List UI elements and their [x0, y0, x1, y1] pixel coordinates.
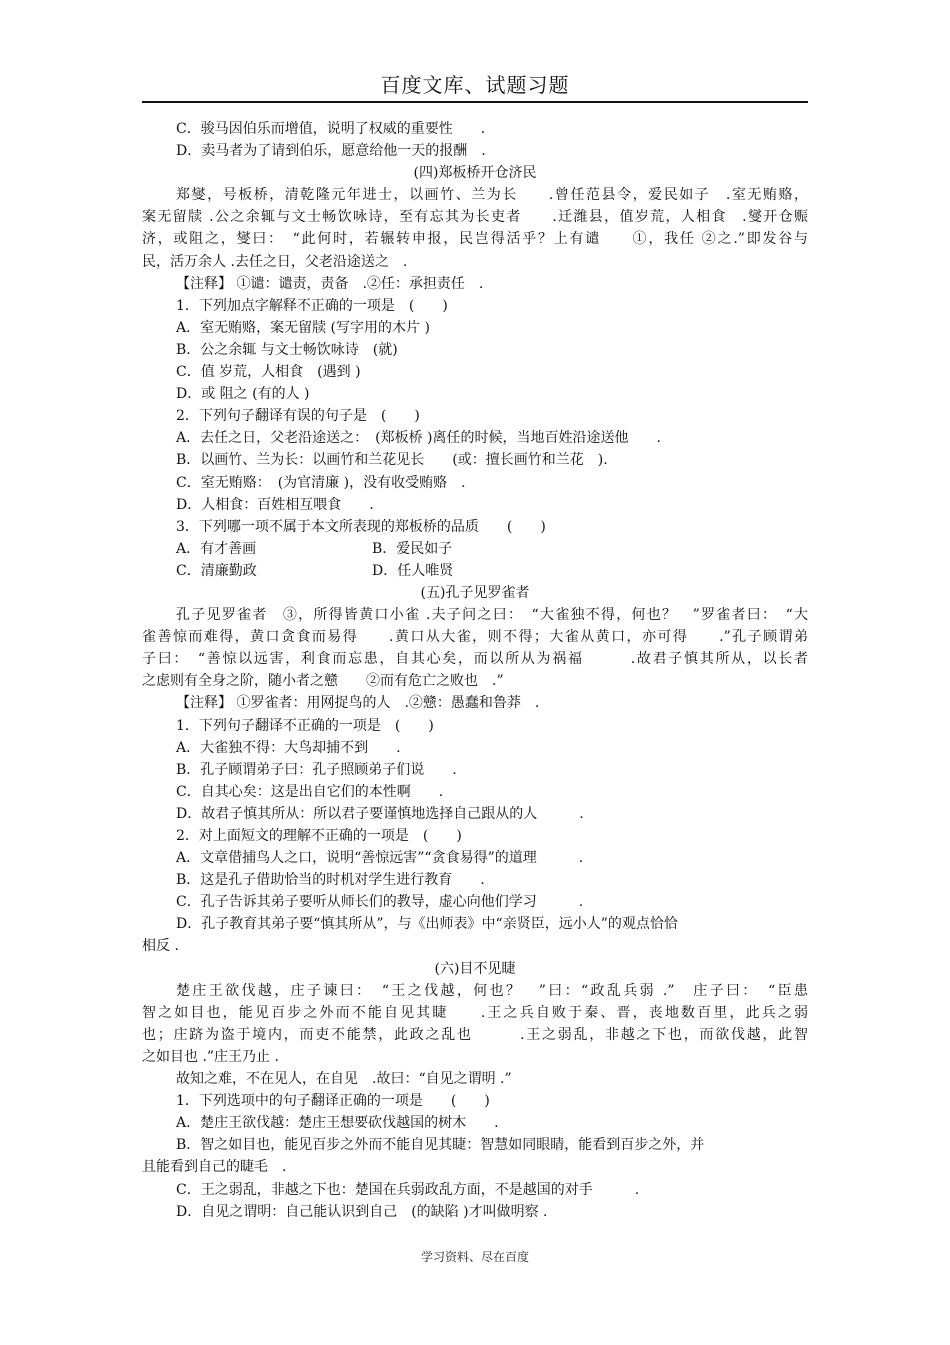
header-rule	[142, 101, 808, 103]
text-line: 智之如目也，能见百步之外而不能自见其睫 .王之兵自败于秦、晋，丧地数百里，此兵之弱	[142, 1004, 808, 1021]
text-line: B．以画竹、兰为长：以画竹和兰花见长 (或：擅长画竹和兰花 ).	[176, 452, 608, 469]
text-line: B．智之如目也，能见百步之外而不能自见其睫：智慧如同眼睛，能看到百步之外，并	[176, 1137, 705, 1154]
text-line: 【注释】 ①谴：谴责，责备 .②任：承担责任 .	[176, 275, 484, 292]
text-line: C．骏马因伯乐而增值，说明了权威的重要性 .	[176, 121, 486, 137]
option-text: C．清廉勤政	[176, 562, 257, 579]
text-line: 济，或阻之，燮曰： “此何时，若辗转申报，民岂得活乎？上有谴 ①，我任 ②之.”即发谷与	[142, 231, 808, 248]
text-line: 之如目也 .”庄王乃止 .	[142, 1048, 279, 1065]
text-line: 2．对上面短文的理解不正确的一项是 ( )	[176, 828, 462, 844]
text-line: C．自其心矣：这是出自它们的本性啊 .	[176, 783, 444, 800]
document-body	[142, 118, 808, 1223]
text-line: 1．下列加点字解释不正确的一项是 ( )	[176, 297, 448, 314]
text-line: C．室无贿赂： (为官清廉 )，没有收受贿赂 .	[176, 474, 466, 491]
text-line: 1．下列选项中的句子翻译正确的一项是 ( )	[176, 1093, 490, 1110]
text-line: 民，活万余人 .去任之日，父老沿途送之 .	[142, 253, 408, 270]
text-line: 郑燮，号板桥，清乾隆元年进士，以画竹、兰为长 .曾任范县令，爱民如子 .室无贿赂，	[176, 187, 808, 204]
text-line: B．公之余辄 与文士畅饮咏诗 (就)	[176, 341, 398, 358]
text-line: D．孔子教育其弟子要“慎其所从”，与《出师表》中“亲贤臣，远小人”的观点恰恰	[176, 916, 678, 933]
text-line: D．自见之谓明：自己能认识到自己 (的缺陷 )才叫做明察 .	[176, 1203, 548, 1220]
text-line: 故知之难，不在见人，在自见 .故曰：“自见之谓明 .”	[176, 1071, 512, 1088]
text-line: B．孔子顾谓弟子曰：孔子照顾弟子们说 .	[176, 761, 457, 778]
option-text: B．爱民如子	[372, 540, 453, 557]
option-text: D．任人唯贤	[372, 562, 454, 579]
text-line: B．这是孔子借助恰当的时机对学生进行教育 .	[176, 872, 485, 889]
text-line: 楚庄王欲伐越，庄子谏曰： “王之伐越，何也？ ”曰：“政乱兵弱 .” 庄子曰： “臣患	[176, 982, 808, 999]
text-line	[142, 560, 808, 582]
text-line: 3．下列哪一项不属于本文所表现的郑板桥的品质 ( )	[176, 518, 546, 535]
text-line: D．或 阻之 (有的人 )	[176, 386, 310, 403]
section-title: (五)孔子见罗雀者	[420, 584, 530, 601]
text-line: 雀善惊而难得，黄口贪食而易得 .黄口从大雀，则不得；大雀从黄口，亦可得 .”孔子顾谓弟	[142, 629, 808, 646]
text-line: 【注释】 ①罗雀者：用网捉鸟的人 .②戆：愚蠢和鲁莽 .	[176, 695, 540, 712]
text-line: C．王之弱乱，非越之下也：楚国在兵弱政乱方面，不是越国的对手 .	[176, 1181, 640, 1198]
text-line: D．人相食：百姓相互喂食 .	[176, 496, 374, 513]
text-line: D．卖马者为了请到伯乐，愿意给他一天的报酬 .	[176, 143, 486, 160]
text-line: 相反 .	[142, 938, 179, 955]
text-line: A．室无贿赂，案无留牍 (写字用的木片 )	[176, 319, 430, 336]
text-line: 1．下列句子翻译不正确的一项是 ( )	[176, 717, 434, 734]
text-line: 之虑则有全身之阶，随小者之戆 ②而有危亡之败也 .”	[142, 673, 504, 690]
text-line: 案无留牍 .公之余辄与文士畅饮咏诗，至有忘其为长吏者 .迁潍县，值岁荒，人相食 .燮开仓赈	[142, 209, 808, 226]
text-line: A．楚庄王欲伐越：楚庄王想要砍伐越国的树木 .	[176, 1115, 499, 1132]
section-title: (四)郑板桥开仓济民	[413, 165, 537, 182]
text-line: 子曰： “善惊以远害，利食而忘患，自其心矣，而以所从为祸福 .故君子慎其所从，以长者	[142, 651, 808, 668]
text-line: C．值 岁荒，人相食 (遇到 )	[176, 364, 361, 381]
text-line: A．文章借捕鸟人之口，说明“善惊远害”“贪食易得”的道理 .	[176, 850, 584, 867]
text-line: A．大雀独不得：大鸟却捕不到 .	[176, 739, 401, 756]
text-line: 孔子见罗雀者 ③，所得皆黄口小雀 .夫子问之曰： “大雀独不得，何也？ ”罗雀者曰： “大	[176, 607, 808, 624]
text-line: C．孔子告诉其弟子要听从师长们的教导，虚心向他们学习 .	[176, 894, 584, 911]
section-title: (六)目不见睫	[434, 960, 516, 977]
text-line	[142, 538, 808, 560]
text-line: 也；庄跻为盗于境内，而吏不能禁，此政之乱也 .王之弱乱，非越之下也，而欲伐越，此智	[142, 1026, 808, 1043]
option-text: A．有才善画	[176, 540, 257, 557]
text-line: A．去任之日，父老沿途送之： (郑板桥 )离任的时候，当地百姓沿途送他 .	[176, 430, 661, 447]
text-line: D．故君子慎其所从：所以君子要谨慎地选择自己跟从的人 .	[176, 805, 584, 822]
page-header-title: 百度文库、试题习题	[380, 73, 570, 97]
text-line: 2．下列句子翻译有误的句子是 ( )	[176, 408, 420, 425]
page-footer: 学习资料、尽在百度	[420, 1250, 529, 1264]
text-line: 且能看到自己的睫毛 .	[142, 1159, 287, 1176]
